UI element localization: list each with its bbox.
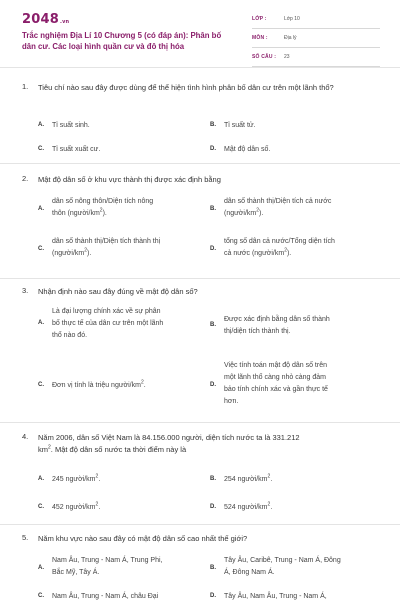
option-letter: A.: [38, 476, 44, 482]
option-letter: B.: [210, 122, 216, 128]
option-letter: B.: [210, 476, 216, 482]
option-text: 245 người/$km^2$.: [52, 473, 101, 483]
option-text: Việc tính toán mật độ dân số trên một lãnh thổ càng nhỏ càng đảm bảo tính chính xác và gần thực tế hơn.: [224, 362, 328, 405]
question-text: Năm 2006, dân số Việt Nam là 84.156.000 người, diện tích nước ta là 331.212 $km^2$. Mật độ dân số nước ta thời điểm này là: [38, 433, 300, 454]
meta-label: SỐ CÂU :: [252, 54, 277, 60]
question-number: 4.: [22, 432, 29, 441]
option-letter: B.: [210, 565, 216, 571]
option-text: Là đại lượng chính xác về sự phân bố thực tế của dân cư trên một lãnh thổ nào đó.: [52, 308, 164, 339]
question-number: 2.: [22, 174, 29, 183]
option-text: Tỉ suất xuất cư.: [52, 146, 101, 153]
option-text: tổng số dân cả nước/Tổng diện tích cả nước $(người/km^2)$.: [224, 238, 335, 257]
option-letter: B.: [210, 206, 216, 212]
option-letter: D.: [210, 504, 216, 510]
option-text: dân số nông thôn/Diện tích nông thôn $(người/km^2)$.: [52, 198, 154, 217]
option-letter: C.: [38, 246, 44, 252]
option-letter: D.: [210, 382, 216, 388]
meta-label: LỚP :: [252, 16, 267, 22]
option-text: Được xác định bằng dân số thành thị/diện tích thành thị.: [224, 316, 330, 335]
divider: [0, 278, 400, 279]
page-title: Trắc nghiệm Địa Lí 10 Chương 5 (có đáp án): Phân bố dân cư. Các loại hình quần cư và đô thị hóa: [22, 31, 222, 51]
question-text: Nhận định nào sau đây đúng về mật độ dân số?: [38, 287, 198, 296]
question-text: Tiêu chí nào sau đây được dùng để thể hiện tình hình phân bố dân cư trên một lãnh thổ?: [38, 83, 334, 92]
option-text: Tây Âu, Nam Âu, Trung - Nam Á,: [224, 593, 327, 600]
option-letter: A.: [38, 122, 44, 128]
option-text: Mật độ dân số.: [224, 146, 271, 153]
option-text: 524 người/$km^2$.: [224, 501, 273, 511]
option-letter: D.: [210, 146, 216, 152]
option-letter: C.: [38, 504, 44, 510]
option-text: Tỉ suất sinh.: [52, 122, 90, 129]
question-number: 5.: [22, 533, 29, 542]
meta-row-count: [252, 52, 380, 67]
question-text: Mật độ dân số ở khu vực thành thị được xác định bằng: [38, 175, 221, 184]
option-text: Nam Âu, Trung - Nam Á, Trung Phi, Bắc Mỹ, Tây Á.: [52, 557, 163, 576]
option-letter: C.: [38, 382, 44, 388]
option-text: dân số thành thị/Diện tích thành thị $(người/km^2)$.: [52, 238, 161, 257]
meta-value: 23: [284, 54, 290, 60]
divider: [0, 422, 400, 423]
divider: [0, 67, 400, 68]
question-4: [22, 432, 382, 522]
option-letter: C.: [38, 146, 44, 152]
option-letter: C.: [38, 593, 44, 599]
question-1: [22, 82, 382, 172]
meta-row-class: [252, 14, 380, 29]
question-5: [22, 533, 382, 600]
option-text: Tây Âu, Caribê, Trung - Nam Á, Đông Á, Đông Nam Á.: [224, 557, 341, 576]
divider: [0, 163, 400, 164]
divider: [0, 524, 400, 525]
meta-row-subject: [252, 33, 380, 48]
option-letter: D.: [210, 593, 216, 599]
question-number: 3.: [22, 286, 29, 295]
option-text: 254 người/$km^2$.: [224, 473, 273, 483]
meta-value: Lớp 10: [284, 16, 300, 22]
option-text: Đơn vị tính là triệu người/$km^2$.: [52, 379, 146, 389]
option-text: Tỉ suất tử.: [224, 122, 256, 129]
meta-label: MÔN :: [252, 35, 268, 41]
logo-suffix: .vn: [59, 19, 70, 25]
option-letter: A.: [38, 206, 44, 212]
option-text: Nam Âu, Trung - Nam Á, châu Đại: [52, 593, 159, 600]
option-letter: A.: [38, 320, 44, 326]
logo-text: 2048: [22, 12, 59, 27]
question-text: Năm khu vực nào sau đây có mật độ dân số cao nhất thế giới?: [38, 534, 248, 543]
question-number: 1.: [22, 82, 29, 91]
option-letter: D.: [210, 246, 216, 252]
meta-panel: [252, 14, 380, 71]
question-3: [22, 286, 382, 426]
question-2: [22, 174, 382, 274]
page-header: [0, 0, 400, 66]
option-text: 452 người/$km^2$.: [52, 501, 101, 511]
option-letter: A.: [38, 565, 44, 571]
site-logo[interactable]: [22, 12, 69, 27]
meta-value: Địa lý: [284, 35, 297, 41]
option-letter: B.: [210, 322, 216, 328]
option-text: dân số thành thị/Diện tích cả nước $(người/km^2)$.: [224, 198, 332, 217]
